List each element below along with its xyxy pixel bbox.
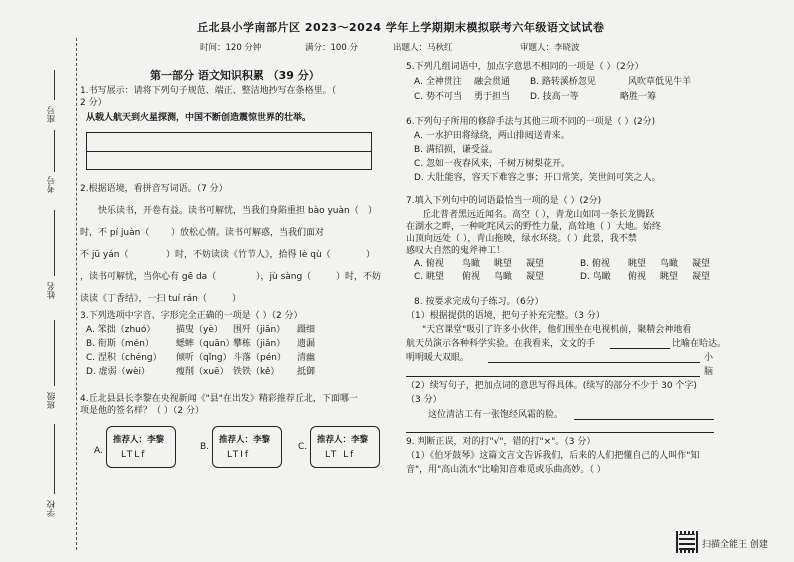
q6-option-b: B. 满招损，谦受益。 (414, 145, 498, 155)
q8-blank-3[interactable] (406, 376, 700, 377)
seat-no-label: 座号 (47, 106, 57, 123)
q2-line4b: ），jù sàng（ (256, 272, 312, 282)
exam-no-label: 考号 (47, 176, 57, 193)
q3-d3: 铁铁（kě） (233, 367, 280, 377)
q2-line1-close: ） (368, 206, 378, 216)
q7-title: 7.填入下列句中的词语最恰当一项的是（ ）(2分) (406, 196, 602, 206)
school-field (54, 424, 55, 494)
q3-b4: 遗漏 (297, 339, 316, 349)
exam-score: 满分：100 分 (305, 43, 358, 53)
q3-b1: B. 衔斯（mén） (86, 339, 154, 349)
q3-a4: 蹑细 (297, 325, 316, 335)
q6-option-c: C. 忽如一夜春风来，千树万树梨花开。 (414, 159, 571, 169)
q7-b1: B. 俯视 (580, 259, 610, 269)
q5-c1: C. 势不可当 (414, 92, 463, 102)
scanner-watermark: 扫描全能王 创建 (702, 540, 768, 550)
q5-a2: 融会贯通 (474, 77, 511, 87)
q3-a1: A. 笨拙（zhuó） (86, 325, 156, 335)
q3-c1: C. 涅积（chéng） (86, 353, 162, 363)
q2-line4c: ）时，不妨 (336, 272, 382, 282)
q3-d4: 抵御 (297, 367, 316, 377)
q2-title: 2.根据语境，看拼音写词语。（7 分） (80, 184, 228, 194)
exam-time: 时间：120 分钟 (200, 43, 262, 53)
qr-code-icon (676, 531, 698, 553)
rec-c-option[interactable]: C. (298, 442, 308, 452)
q7-a4: 凝望 (526, 259, 545, 269)
q3-title: 3.下列选项中字音、字形完全正确的一项是（ ）（2 分） (80, 311, 303, 321)
q7-a1: A. 俯视 (414, 259, 444, 269)
q8-part1-line-f: 脑 (704, 367, 714, 377)
q8-blank-1[interactable] (610, 348, 670, 349)
q2-line5: 读读《丁香结》，一扫 tuí rán（ (80, 294, 207, 304)
q5-d1: D. 技高一等 (530, 92, 579, 102)
rec-card-c[interactable] (310, 426, 380, 468)
rec-a-signature: LTLf (121, 450, 147, 460)
q3-c2: 倾听（qǐng） (176, 353, 232, 363)
q3-b2: 蟋蟀（quān） (176, 339, 235, 349)
q2-line3b: ）时，不妨读读《竹节人》，拾得 lè qù（ (166, 250, 331, 260)
q8-part1-line-e: 小 (704, 353, 714, 363)
q7-c4: 凝望 (526, 272, 545, 282)
q8-part1-line-b: 航天员演示各种科学实验。在我看来，文文的手 (406, 339, 596, 349)
q6-title: 6.下列句子所用的修辞手法与其他三项不同的一项是（ ）(2分) (406, 117, 656, 127)
q3-a3: 围歼（jiān） (233, 325, 286, 335)
rec-c-label: 推荐人：李黎 (317, 435, 369, 445)
q7-passage-4: 感叹大自然的鬼斧神工！ (406, 246, 506, 256)
rec-a-label: 推荐人：李黎 (113, 435, 165, 445)
q8-part1-line-d: 明明暖大双眼。 (406, 353, 470, 363)
q5-b2: 风吹草低见牛羊 (628, 77, 692, 87)
q3-d1: D. 虚弱（wèi） (86, 367, 151, 377)
q4-line2: 项是他的签名样？（ ）（2 分） (80, 406, 204, 416)
q6-option-a: A. 一水护田将绿绕，两山排闼送青来。 (414, 131, 570, 141)
rec-card-b[interactable] (212, 426, 282, 468)
q7-b2: 眺望 (628, 259, 647, 269)
q2-line5-close: ） (232, 294, 242, 304)
q3-a2: 描叟（yè） (176, 325, 223, 335)
q8-part2-score: （3 分） (406, 395, 442, 405)
class-field (54, 320, 55, 386)
q5-title: 5.下列几组词语中，加点字意思不相同的一项是（ ）（2分） (406, 62, 644, 72)
q8-blank-2[interactable] (488, 362, 700, 363)
name-field (54, 210, 55, 276)
q7-d1: D. 鸟瞰 (580, 272, 611, 282)
q7-d2: 俯视 (628, 272, 647, 282)
q8-part1-line-c: 比喻在哈达。 (672, 339, 727, 349)
q9-item1-line2: 音"，用"高山流水"比喻知音难觅或乐曲高妙。（ ） (406, 465, 606, 475)
binding-line (62, 38, 77, 550)
q7-c3: 鸟瞰 (494, 272, 513, 282)
rec-b-signature: LTIf (227, 450, 251, 460)
q2-line1: 快乐读书，开卷有益。读书可解忧，当我们身陷重担 bào yuàn（ (98, 206, 359, 216)
q2-line2a: 时，不 pí juàn（ (80, 228, 150, 238)
q2-line3c: ） (366, 250, 376, 260)
q1-writing-grid[interactable] (86, 132, 372, 170)
q8-blank-4[interactable] (574, 419, 714, 420)
q8-blank-5[interactable] (406, 432, 714, 433)
q9-item1-line1: （1）《伯牙鼓琴》这篇文言文告诉我们，后来的人们把懂自己的人叫作"知 (406, 451, 700, 461)
rec-c-signature: LT Lf (325, 450, 356, 460)
q5-d2: 略胜一筹 (620, 92, 657, 102)
q1-instruction: 1.书写展示：请将下列句子规范、端正、整洁地抄写在条格里。（ (80, 86, 337, 96)
q8-part1-line-a: "天宫课堂"吸引了许多小伙伴，他们围坐在电视机前，聚精会神地看 (422, 325, 692, 335)
rec-a-option[interactable]: A. (94, 446, 103, 456)
q8-part2-sentence: 这位清洁工有一张饱经风霜的脸。 (428, 410, 564, 420)
q7-passage-3: 山顶向远处（ ），青山拖映，绿水环绕。（ ）此景，我不禁 (406, 234, 637, 244)
q3-c4: 清幽 (297, 353, 316, 363)
q7-a3: 眺望 (494, 259, 513, 269)
school-label: 学校 (47, 500, 57, 517)
q2-line4a: ，读书可解忧，当你心有 gē da（ (80, 272, 217, 282)
q7-a2: 鸟瞰 (462, 259, 481, 269)
q8-part2: （2）续写句子，把加点词的意思写得具体。(续写的部分不少于 30 个字) (406, 381, 697, 391)
q3-d2: 瘦削（xuē） (176, 367, 229, 377)
q7-c1: C. 眺望 (414, 272, 445, 282)
q7-passage-2: 在湖水之畔，一种叱咤风云的野性力量，高耸地（ ）大地。始终 (406, 222, 661, 232)
q1-instruction-score: 2 分） (80, 98, 107, 108)
rec-b-option[interactable]: B. (200, 442, 210, 452)
exam-setter: 出题人：马秋红 (393, 43, 453, 53)
exam-title: 丘北县小学南部片区 2023～2024 学年上学期期末模拟联考六年级语文试试卷 (197, 21, 605, 34)
q7-d4: 凝望 (692, 272, 711, 282)
rec-card-a[interactable] (106, 426, 176, 468)
seat-no-field (54, 70, 55, 100)
q4-line1: 4.丘北县县长李黎在央视新闻《"县"在出发》精彩推荐丘北，下面哪一 (80, 394, 358, 404)
q5-b1: B. 路转溪桥忽见 (530, 77, 596, 87)
q8-title: 8. 按要求完成句子练习。（6分） (414, 297, 544, 307)
rec-b-label: 推荐人：李黎 (219, 435, 271, 445)
exam-reviewer: 审题人：李晓波 (520, 43, 580, 53)
q5-c2: 勇于担当 (474, 92, 511, 102)
name-label: 姓名 (47, 282, 57, 299)
class-label: 班级 (47, 392, 57, 409)
q7-passage-1: 丘北普者黑远近闻名。高空（ ），青龙山如同一条长龙腾跃 (422, 210, 655, 220)
q6-option-d: D. 大肚能容，容天下难容之事；开口常笑，笑世间可笑之人。 (414, 173, 661, 183)
q3-b3: 攀栋（jiǎn） (233, 339, 286, 349)
q5-a1: A. 全神贯注 (414, 77, 462, 87)
q1-sentence: 从载人航天到火星探测，中国不断创造震惊世界的壮举。 (86, 113, 312, 123)
q7-b4: 凝望 (692, 259, 711, 269)
section-title: 第一部分 语文知识积累 （39 分） (150, 69, 320, 82)
q7-c2: 俯视 (462, 272, 481, 282)
q3-c3: 斗落（pén） (233, 353, 286, 363)
q7-d3: 眺望 (660, 272, 679, 282)
q2-line3a: 不 jū yán（ (80, 250, 129, 260)
q7-b3: 鸟瞰 (660, 259, 679, 269)
q2-line2b: ）放松心情。读书可解惑，当我们面对 (171, 228, 325, 238)
exam-no-field (54, 130, 55, 172)
q8-part1: （1）根据提供的语境，把句子补充完整。（3 分） (406, 311, 605, 321)
q9-title: 9. 判断正误，对的打"√"，错的打"×"。（3 分） (406, 437, 596, 447)
